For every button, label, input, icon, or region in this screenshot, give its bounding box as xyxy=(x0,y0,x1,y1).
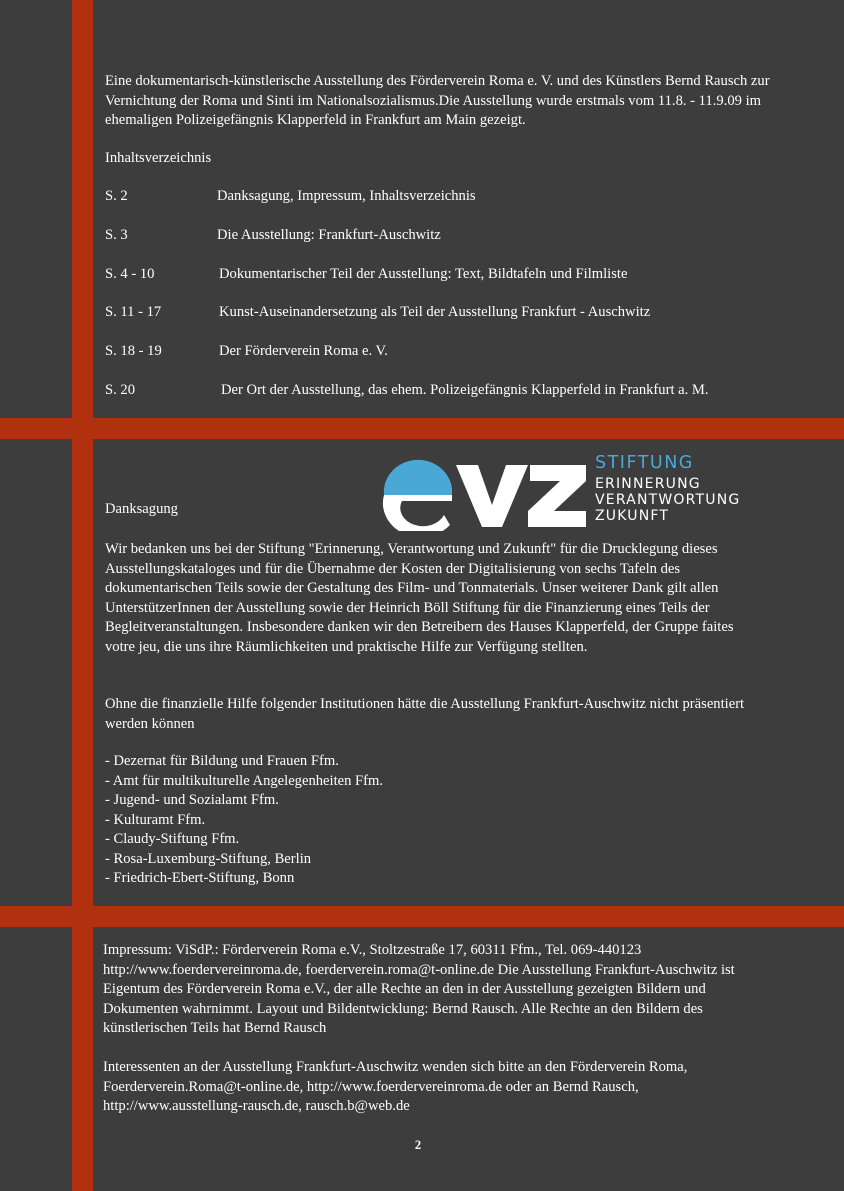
toc-page: S. 20 xyxy=(105,382,136,398)
logo-line: VERANTWORTUNG xyxy=(595,492,741,508)
logo-word: STIFTUNG xyxy=(595,453,694,473)
danksagung-title: Danksagung xyxy=(105,501,178,517)
list-item: - Jugend- und Sozialamt Ffm. xyxy=(105,792,279,808)
toc-page: S. 11 - 17 xyxy=(105,304,162,320)
toc-page: S. 18 - 19 xyxy=(105,343,162,359)
toc-label: Kunst-Auseinandersetzung als Teil der Ausstellung Frankfurt - Auschwitz xyxy=(219,304,651,320)
evz-logo xyxy=(380,453,740,533)
toc-label: Der Ort der Ausstellung, das ehem. Polizeigefängnis Klapperfeld in Frankfurt a. M. xyxy=(221,382,709,398)
toc-label: Danksagung, Impressum, Inhaltsverzeichnis xyxy=(217,188,476,204)
list-item: - Dezernat für Bildung und Frauen Ffm. xyxy=(105,753,339,769)
vertical-red-bar xyxy=(72,0,93,1191)
list-item: - Claudy-Stiftung Ffm. xyxy=(105,831,240,847)
contact-paragraph: Interessenten an der Ausstellung Frankfurt-Auschwitz wenden sich bitte an den Förderverein Roma, Foerderverein.Roma@t-online.de, http://www.foerdervereinroma.de oder an Bernd Rausch, http://www.ausstellung-rausch.de, rausch.b@web.de xyxy=(103,1059,688,1114)
list-item: - Friedrich-Ebert-Stiftung, Bonn xyxy=(105,870,295,886)
toc-label: Der Förderverein Roma e. V. xyxy=(219,343,388,359)
horizontal-red-bar-top xyxy=(0,418,844,439)
funding-list xyxy=(105,752,745,889)
evz-logo-mark xyxy=(380,455,590,531)
logo-line: ZUKUNFT xyxy=(595,508,670,524)
toc-title: Inhaltsverzeichnis xyxy=(105,150,212,166)
toc-page: S. 3 xyxy=(105,227,128,243)
funding-intro: Ohne die finanzielle Hilfe folgender Institutionen hätte die Ausstellung Frankfurt-Auschwitz nicht präsentiert werden können xyxy=(105,696,745,732)
toc-label: Dokumentarischer Teil der Ausstellung: Text, Bildtafeln und Filmliste xyxy=(219,266,628,282)
page-number: 2 xyxy=(414,1138,422,1152)
toc-label: Die Ausstellung: Frankfurt-Auschwitz xyxy=(217,227,441,243)
impressum: Impressum: ViSdP.: Förderverein Roma e.V., Stoltzestraße 17, 60311 Ffm., Tel. 069-440123 http://www.foerdervereinroma.de, foerderverein.roma@t-online.de Die Ausstellung Frankfurt-Auschwitz ist Eigentum des Förderverein Roma e.V., der alle Rechte an den in der Ausstellung gezeigten Bildern und Dokumenten wahrnimmt. Layout und Bildentwicklung: Bernd Rausch. Alle Rechte an den Bildern des künstlerischen Teils hat Bernd Rausch xyxy=(103,942,735,1036)
horizontal-red-bar-bottom xyxy=(0,906,844,927)
list-item: - Amt für multikulturelle Angelegenheiten Ffm. xyxy=(105,772,384,789)
logo-line: ERINNERUNG xyxy=(595,476,701,492)
list-item: - Kulturamt Ffm. xyxy=(105,811,206,828)
toc-page: S. 4 - 10 xyxy=(105,266,155,282)
danksagung-body: Wir bedanken uns bei der Stiftung "Erinnerung, Verantwortung und Zukunft" für die Drucklegung dieses Ausstellungskataloges und für die Übernahme der Kosten der Digitalisierung von sechs Tafeln des dokumentarischen Teils sowie der Gestaltung des Film- und Tonmaterials. Unser weiterer Dank gilt allen UnterstützerInnen der Ausstellung sowie der Heinrich Böll Stiftung für die Finanzierung eines Teils der Begleitveranstaltungen. Insbesondere danken wir den Betreibern des Hauses Klapperfeld, der Gruppe faites votre jeu, die uns ihre Räumlichkeiten und praktische Hilfe zur Verfügung stellten. xyxy=(105,541,734,655)
intro-paragraph: Eine dokumentarisch-künstlerische Ausstellung des Förderverein Roma e. V. und des Künstlers Bernd Rausch zur Vernichtung der Roma und Sinti im Nationalsozialismus.Die Ausstellung wurde erstmals vom 11.8. - 11.9.09 im ehemaligen Polizeigefängnis Klapperfeld in Frankfurt am Main gezeigt. xyxy=(105,73,770,128)
list-item: - Rosa-Luxemburg-Stiftung, Berlin xyxy=(105,850,312,867)
toc-page: S. 2 xyxy=(105,188,128,204)
